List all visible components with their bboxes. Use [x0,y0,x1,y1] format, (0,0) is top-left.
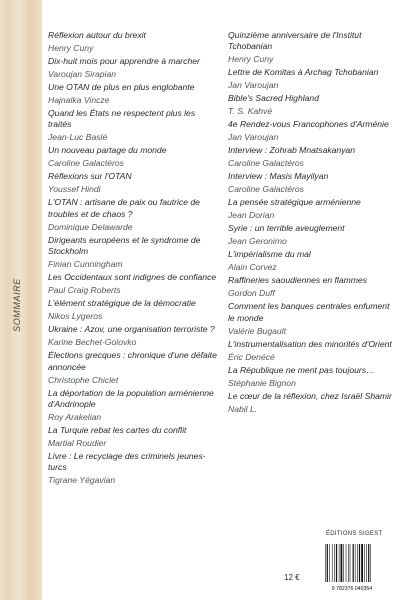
contents-article-title: Livre : Le recyclage des criminels jeunes-turcs [48,451,206,473]
contents-right-column [228,30,396,417]
contents-article-title: Les Occidentaux sont indignes de confiance [48,272,217,283]
contents-article-title: Dix-huit mois pour apprendre à marcher [48,56,200,66]
publisher-name: ÉDITIONS SIGEST [326,531,383,537]
contents-author: Valérie Bugault [228,325,286,336]
barcode-bar [368,544,369,582]
barcode-bar [370,544,371,582]
barcode-bar [332,544,333,582]
contents-author: Caroline Galactéros [48,158,124,169]
contents-author: Tigrane Yégavian [48,475,116,486]
contents-author: Jean Geronimo [228,236,287,247]
contents-article-title: Lettre de Komitas à Archag Tchobanian [228,67,379,78]
contents-author: Varoujan Sirapian [48,69,116,79]
contents-article-title: Syrie : un terrible aveuglement [228,223,345,234]
contents-article-title: Élections grecques : chronique d'une défaite annoncée [48,350,217,372]
contents-author: Nikos Lygeros [48,311,103,322]
contents-author: Alain Corvez [228,262,277,273]
spine-label: SOMMAIRE [12,278,22,332]
contents-article-title: Un nouveau partage du monde [48,145,167,156]
contents-article-title: Le cœur de la réflexion, chez Israël Shamir [228,390,392,401]
contents-author: Caroline Galactéros [228,184,304,195]
contents-article-title: Raffineries saoudiennes en flammes [228,275,368,286]
price-label: 12 € [284,573,300,582]
contents-author: Dominique Delawarde [48,221,133,232]
barcode-bars [325,544,371,582]
contents-left-column [48,30,218,488]
contents-author: Jan Varoujan [228,80,279,91]
contents-article-title: La République ne ment pas toujours… [228,364,375,375]
contents-author: Finian Cunningham [48,259,123,270]
isbn-barcode [321,538,383,592]
contents-article-title: Réflexion autour du brexit [48,30,146,40]
barcode-bar [336,544,337,582]
contents-article-title: L'instrumentalisation des minorités d'Orient [228,338,392,349]
isbn-number: 9 782376 040354 [331,586,373,592]
barcode-bar [346,544,347,582]
contents-author: Paul Craig Roberts [48,285,121,296]
contents-author: T. S. Kahvé [228,106,273,117]
contents-article-title: Dirigeants européens et le syndrome de Stockholm [48,234,201,257]
contents-article-title: La déportation de la population arménienne d'Andrinople [48,387,214,410]
contents-article-title: Interview : Masis Mayilyan [228,171,329,182]
contents-article-title: L'OTAN : artisane de paix ou fautrice de troubles et de chaos ? [48,197,200,219]
contents-article-title: La Turquie rebat les cartes du conflit [48,425,187,436]
contents-article-title: Ukraine : Azov, une organisation terroriste ? [48,324,215,335]
spine-strip [0,0,42,600]
barcode-bar [348,544,349,582]
contents-author: Gordon Duff [228,288,275,299]
contents-author: Karine Bechet-Golovko [48,337,137,348]
contents-article-title: Quinzième anniversaire de l'Institut Tchobanian [228,30,362,52]
barcode-bar [364,544,365,582]
contents-article-title: Réflexions sur l'OTAN [48,171,132,182]
barcode-bar [359,544,360,582]
barcode-bar [334,544,335,582]
contents-author: Hajnalka Vincze [48,95,110,105]
contents-author: Jan Varoujan [228,132,279,143]
contents-author: Martial Roudier [48,438,107,449]
contents-author: Stéphanie Bignon [228,377,296,388]
contents-article-title: Une OTAN de plus en plus englobante [48,82,195,92]
contents-article-title: Bible's Sacred Highland [228,93,319,104]
contents-author: Henry Cuny [48,43,94,53]
contents-article-title: 4e Rendez-vous Francophones d'Arménie [228,119,389,130]
contents-article-title: Interview : Zohrab Mnatsakanyan [228,145,356,156]
contents-article-title: L'impérialisme du mal [228,249,311,260]
contents-author: Éric Denécé [228,351,275,362]
barcode-bar [361,544,363,582]
contents-author: Jean-Luc Baslé [48,132,108,143]
barcode-bar [329,544,330,582]
barcode-bar [366,544,367,582]
contents-author: Jean Dorian [228,210,275,221]
barcode-bar [341,544,343,582]
barcode-bar [353,544,354,582]
barcode-bar [355,544,356,582]
contents-article-title: L'élément stratégique de la démocratie [48,298,196,309]
contents-article-title: Quand les États ne respectent plus les traités [48,108,196,130]
barcode-bar [327,544,328,582]
barcode-bar [350,544,351,582]
contents-author: Roy Arakelian [48,412,102,423]
barcode-bar [357,544,358,582]
contents-article-title: La pensée stratégique arménienne [228,197,361,208]
contents-article-title: Comment les banques centrales enfument le monde [228,301,390,323]
barcode-bar [339,544,340,582]
contents-author: Henry Cuny [228,54,274,65]
contents-author: Youssef Hindi [48,184,101,195]
contents-author: Nabil L. [228,403,258,414]
contents-author: Christophe Chiclet [48,374,119,385]
barcode-bar [325,544,326,582]
barcode-bar [343,544,344,582]
contents-author: Caroline Galactéros [228,158,304,169]
